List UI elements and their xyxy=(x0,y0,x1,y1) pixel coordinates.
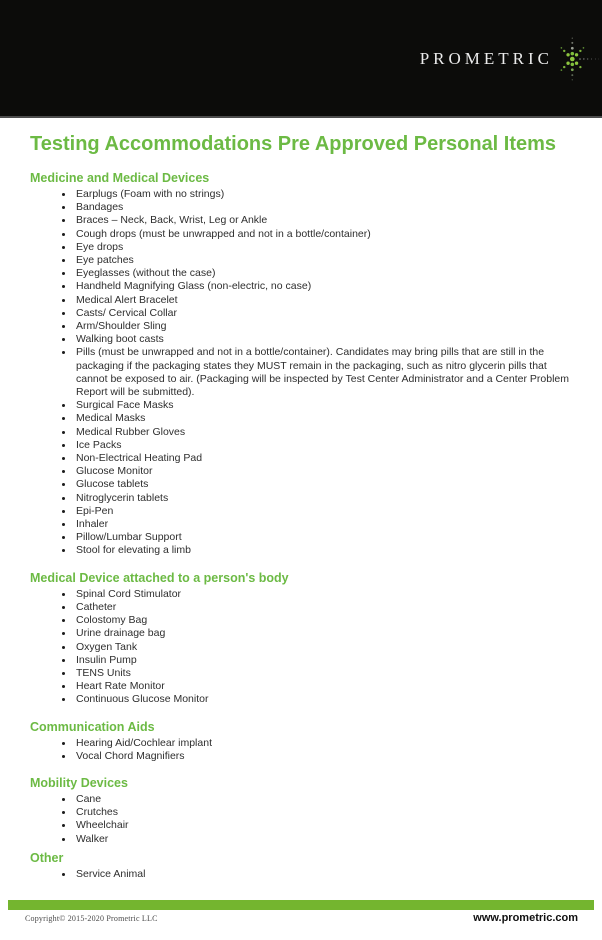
list-item: • Eye drops xyxy=(74,241,578,254)
list-item: • Crutches xyxy=(74,806,578,819)
section xyxy=(30,171,578,558)
list-item: • Eye patches xyxy=(74,254,578,267)
section-heading: Other xyxy=(30,850,64,865)
list-item: • Urine drainage bag xyxy=(74,627,578,640)
item-list xyxy=(30,868,578,881)
list-item: • Glucose Monitor xyxy=(74,465,578,478)
list-item: • Arm/Shoulder Sling xyxy=(74,320,578,333)
list-item: • Spinal Cord Stimulator xyxy=(74,588,578,601)
list-item: • Wheelchair xyxy=(74,819,578,832)
prometric-logo-text: PROMETRIC xyxy=(419,49,553,68)
list-item: • Pills (must be unwrapped and not in a bottle/container). Candidates may bring pills that are still in the packaging if the packaging states they MUST remain in the packaging, such as nitro glycerin pills that cannot be exposed to air. (Packaging will be inspected by Test Center Administrator and a Center Problem Report will be submitted). xyxy=(74,346,578,399)
list-item: • Glucose tablets xyxy=(74,478,578,491)
list-item: • Medical Rubber Gloves xyxy=(74,426,578,439)
list-item: • Catheter xyxy=(74,601,578,614)
website-link[interactable]: www.prometric.com xyxy=(473,912,578,924)
list-item: • Oxygen Tank xyxy=(74,641,578,654)
list-item: • Earplugs (Foam with no strings) xyxy=(74,188,578,201)
section-heading: Mobility Devices xyxy=(30,775,128,790)
item-list xyxy=(30,588,578,707)
page-title: Testing Accommodations Pre Approved Personal Items xyxy=(30,133,557,155)
list-item: • Medical Alert Bracelet xyxy=(74,294,578,307)
list-item: • Inhaler xyxy=(74,518,578,531)
item-list xyxy=(30,793,578,846)
section xyxy=(30,720,578,763)
sections-container xyxy=(30,171,578,881)
list-item: • TENS Units xyxy=(74,667,578,680)
section xyxy=(30,776,578,846)
list-item: • Braces – Neck, Back, Wrist, Leg or Ankle xyxy=(74,214,578,227)
list-item: • Service Animal xyxy=(74,868,578,881)
list-item: • Casts/ Cervical Collar xyxy=(74,307,578,320)
list-item: • Heart Rate Monitor xyxy=(74,680,578,693)
section xyxy=(30,851,578,881)
list-item: • Insulin Pump xyxy=(74,654,578,667)
section-heading: Medicine and Medical Devices xyxy=(30,171,210,185)
list-item: • Colostomy Bag xyxy=(74,614,578,627)
footer-green-bar xyxy=(8,900,594,910)
list-item: • Handheld Magnifying Glass (non-electric, no case) xyxy=(74,280,578,293)
list-item: • Non-Electrical Heating Pad xyxy=(74,452,578,465)
list-item: • Bandages xyxy=(74,201,578,214)
list-item: • Cane xyxy=(74,793,578,806)
list-item: • Nitroglycerin tablets xyxy=(74,492,578,505)
list-item: • Epi-Pen xyxy=(74,505,578,518)
section xyxy=(30,571,578,707)
list-item: • Cough drops (must be unwrapped and not in a bottle/container) xyxy=(74,228,578,241)
item-list xyxy=(30,188,578,558)
document-body xyxy=(30,133,578,881)
prometric-logo xyxy=(420,0,600,118)
copyright-text: Copyright© 2015-2020 Prometric LLC xyxy=(25,914,158,923)
list-item: • Vocal Chord Magnifiers xyxy=(74,750,578,763)
list-item: • Medical Masks xyxy=(74,412,578,425)
list-item: • Pillow/Lumbar Support xyxy=(74,531,578,544)
starburst-icon xyxy=(560,27,600,91)
list-item: • Stool for elevating a limb xyxy=(74,544,578,557)
section-heading: Communication Aids xyxy=(30,719,155,734)
list-item: • Walking boot casts xyxy=(74,333,578,346)
list-item: • Continuous Glucose Monitor xyxy=(74,693,578,706)
item-list xyxy=(30,737,578,763)
list-item: • Walker xyxy=(74,833,578,846)
list-item: • Hearing Aid/Cochlear implant xyxy=(74,737,578,750)
list-item: • Surgical Face Masks xyxy=(74,399,578,412)
list-item: • Ice Packs xyxy=(74,439,578,452)
section-heading: Medical Device attached to a person's body xyxy=(30,570,289,585)
list-item: • Eyeglasses (without the case) xyxy=(74,267,578,280)
footer xyxy=(25,912,578,924)
header-bar xyxy=(0,0,602,118)
